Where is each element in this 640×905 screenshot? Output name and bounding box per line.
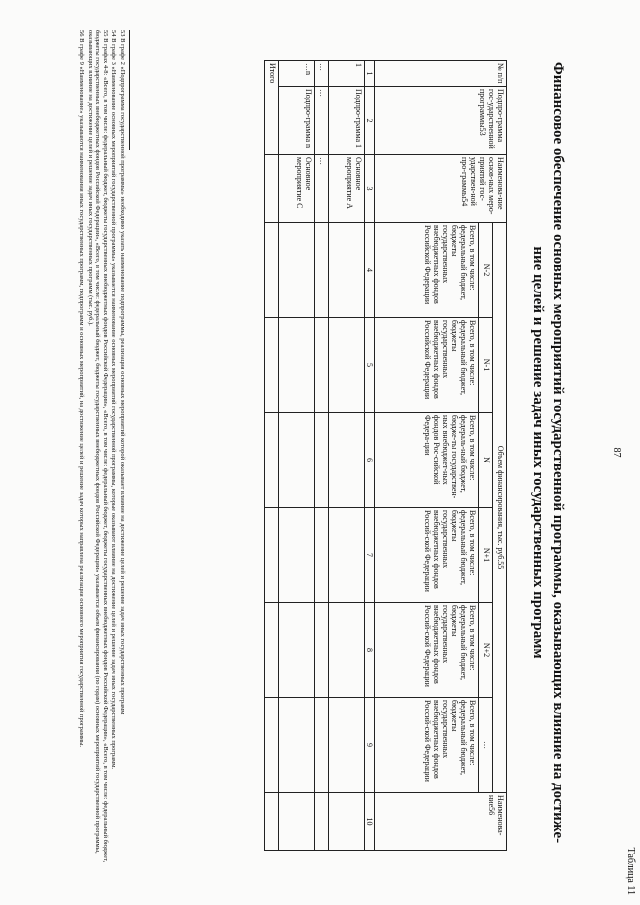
column-number: 8 — [365, 603, 375, 698]
empty-cell — [279, 223, 315, 318]
column-number: 7 — [365, 508, 375, 603]
empty-cell — [315, 698, 329, 793]
row-num: 1 — [329, 61, 365, 87]
header-period-desc: Всего, в том числе: федеральный бюджет, бюджеты государственных внебюджетных фондов Россий-ской Федерации — [375, 508, 479, 603]
page-number: 87 — [611, 447, 622, 458]
funding-table — [264, 60, 507, 851]
empty-cell — [279, 603, 315, 698]
table-row — [329, 61, 365, 851]
column-number: 4 — [365, 223, 375, 318]
footnote-divider — [129, 30, 130, 150]
empty-cell — [265, 698, 279, 793]
footnote: 54 В графе 3 «Наименование основных мероприятий государственной программы» указывается наименование основных мероприятий государственной программы, которые оказывают влияние на достижение целей и решение задач иных государственных программ. — [110, 30, 118, 770]
footnote: 56 В графе 9 «Наименование» указываются наименования иных государственных программ, подпрограмм и основных мероприятий, на достижение целей и решение задач которых направлена реализация основного мероприятия государственной программы. — [78, 30, 86, 748]
header-period: N-2 — [479, 223, 493, 318]
header-period: N-1 — [479, 318, 493, 413]
column-number: 6 — [365, 413, 375, 508]
empty-cell — [329, 508, 365, 603]
row-activity: Основное мероприятие С — [279, 155, 315, 223]
empty-cell — [329, 413, 365, 508]
empty-cell — [265, 223, 279, 318]
header-period-desc: Всего, в том числе: федеральный бюджет, бюджеты государственных внебюджетных фондов Россий-ской Федерации — [375, 603, 479, 698]
empty-cell — [329, 793, 365, 851]
empty-cell — [279, 318, 315, 413]
empty-cell — [265, 508, 279, 603]
empty-cell — [315, 413, 329, 508]
header-period: N — [479, 413, 493, 508]
header-period-desc: Всего, в том числе: федераль-ный бюджет, бюдже-ты государствен-ных внебюджет-ных фондов Рос-сийской Федера-ции — [375, 413, 479, 508]
header-period-desc: Всего, в том числе: федеральный бюджет, бюджеты государственных внебюджетных фондов Российской Федерации — [375, 223, 479, 318]
empty-cell — [329, 223, 365, 318]
document-title: Финансовое обеспечение основных мероприятий государственной программы, оказывающих влияние на достиже- — [550, 61, 566, 844]
header-num: № п/п — [375, 61, 507, 87]
row-num: … — [315, 61, 329, 87]
empty-cell — [315, 793, 329, 851]
column-number: 2 — [365, 87, 375, 155]
document-title-line2: ние целей и решение задач иных государственных программ — [530, 246, 546, 659]
empty-cell — [315, 223, 329, 318]
total-row — [265, 61, 279, 851]
table-row — [279, 61, 315, 851]
row-activity: Основное мероприятие А — [329, 155, 365, 223]
header-period: … — [479, 698, 493, 793]
empty-cell — [279, 698, 315, 793]
total-label: Итого — [265, 61, 279, 155]
header-funding: Объем финансирования, тыс. руб.55 — [493, 223, 507, 793]
table-label: Таблица 11 — [625, 847, 636, 895]
empty-cell — [279, 508, 315, 603]
row-subprogram: … — [315, 87, 329, 155]
row-num: …n — [279, 61, 315, 87]
footnote: 53 В графе 2 «Подпрограмма государственной программы» необходимо указать наименование подпрограммы, реализация основных мероприятий которой оказывает влияние на достижение целей и решение задач иных государственных программ — [119, 30, 126, 715]
column-number: 9 — [365, 698, 375, 793]
footnotes — [76, 30, 130, 885]
empty-cell — [315, 508, 329, 603]
header-period: N+1 — [479, 508, 493, 603]
row-subprogram: Подпро-грамма n — [279, 87, 315, 155]
header-activity: Наименова-ние основ-ных меро-приятий гос-ударствен-ной про-граммы54 — [375, 155, 507, 223]
empty-cell — [315, 603, 329, 698]
column-number: 5 — [365, 318, 375, 413]
empty-cell — [265, 603, 279, 698]
empty-cell — [279, 413, 315, 508]
empty-cell — [265, 413, 279, 508]
empty-cell — [329, 698, 365, 793]
column-number: 1 — [365, 61, 375, 87]
column-number: 10 — [365, 793, 375, 851]
header-period-desc: Всего, в том числе: федеральный бюджет, бюджеты государственных внебюджетных фондов Российской Федерации — [375, 318, 479, 413]
row-subprogram: Подпро-грамма 1 — [329, 87, 365, 155]
table-row — [315, 61, 329, 851]
row-activity: … — [315, 155, 329, 223]
empty-cell — [329, 318, 365, 413]
header-name: Наименова-ние56 — [375, 793, 507, 851]
header-period: N+2 — [479, 603, 493, 698]
empty-cell — [265, 155, 279, 223]
empty-cell — [329, 603, 365, 698]
header-subprogram: Подпро-грамма гос-ударственной программы53 — [375, 87, 507, 155]
empty-cell — [279, 793, 315, 851]
empty-cell — [315, 318, 329, 413]
empty-cell — [265, 318, 279, 413]
footnote: 55 В графах 4-8: «Всего, в том числе: федеральный бюджет, бюджеты государственных внебюджетных фондов Российской Федерации», «Всего, в том числе: федеральный бюджет, бюджеты государственных внебюджетных фондов Российской Федерации», «Всего, в том числе: федеральный бюджет, бюджеты государственных внебюджетных фондов Российской Федерации», «Всего, в том числе: федеральный бюджет, бюджеты государственных внебюджетных фондов Российской Федерации» указывается объем финансирования (по годам) основных мероприятий государственной программы, оказывающих влияние на достижение целей и решение задач иных государственных программ (тыс. руб.). — [86, 30, 109, 863]
empty-cell — [265, 793, 279, 851]
column-number: 3 — [365, 155, 375, 223]
header-period-desc: Всего, в том числе: федеральный бюджет, бюджеты государственных внебюджетных фондов Россий-ской Федерации — [375, 698, 479, 793]
